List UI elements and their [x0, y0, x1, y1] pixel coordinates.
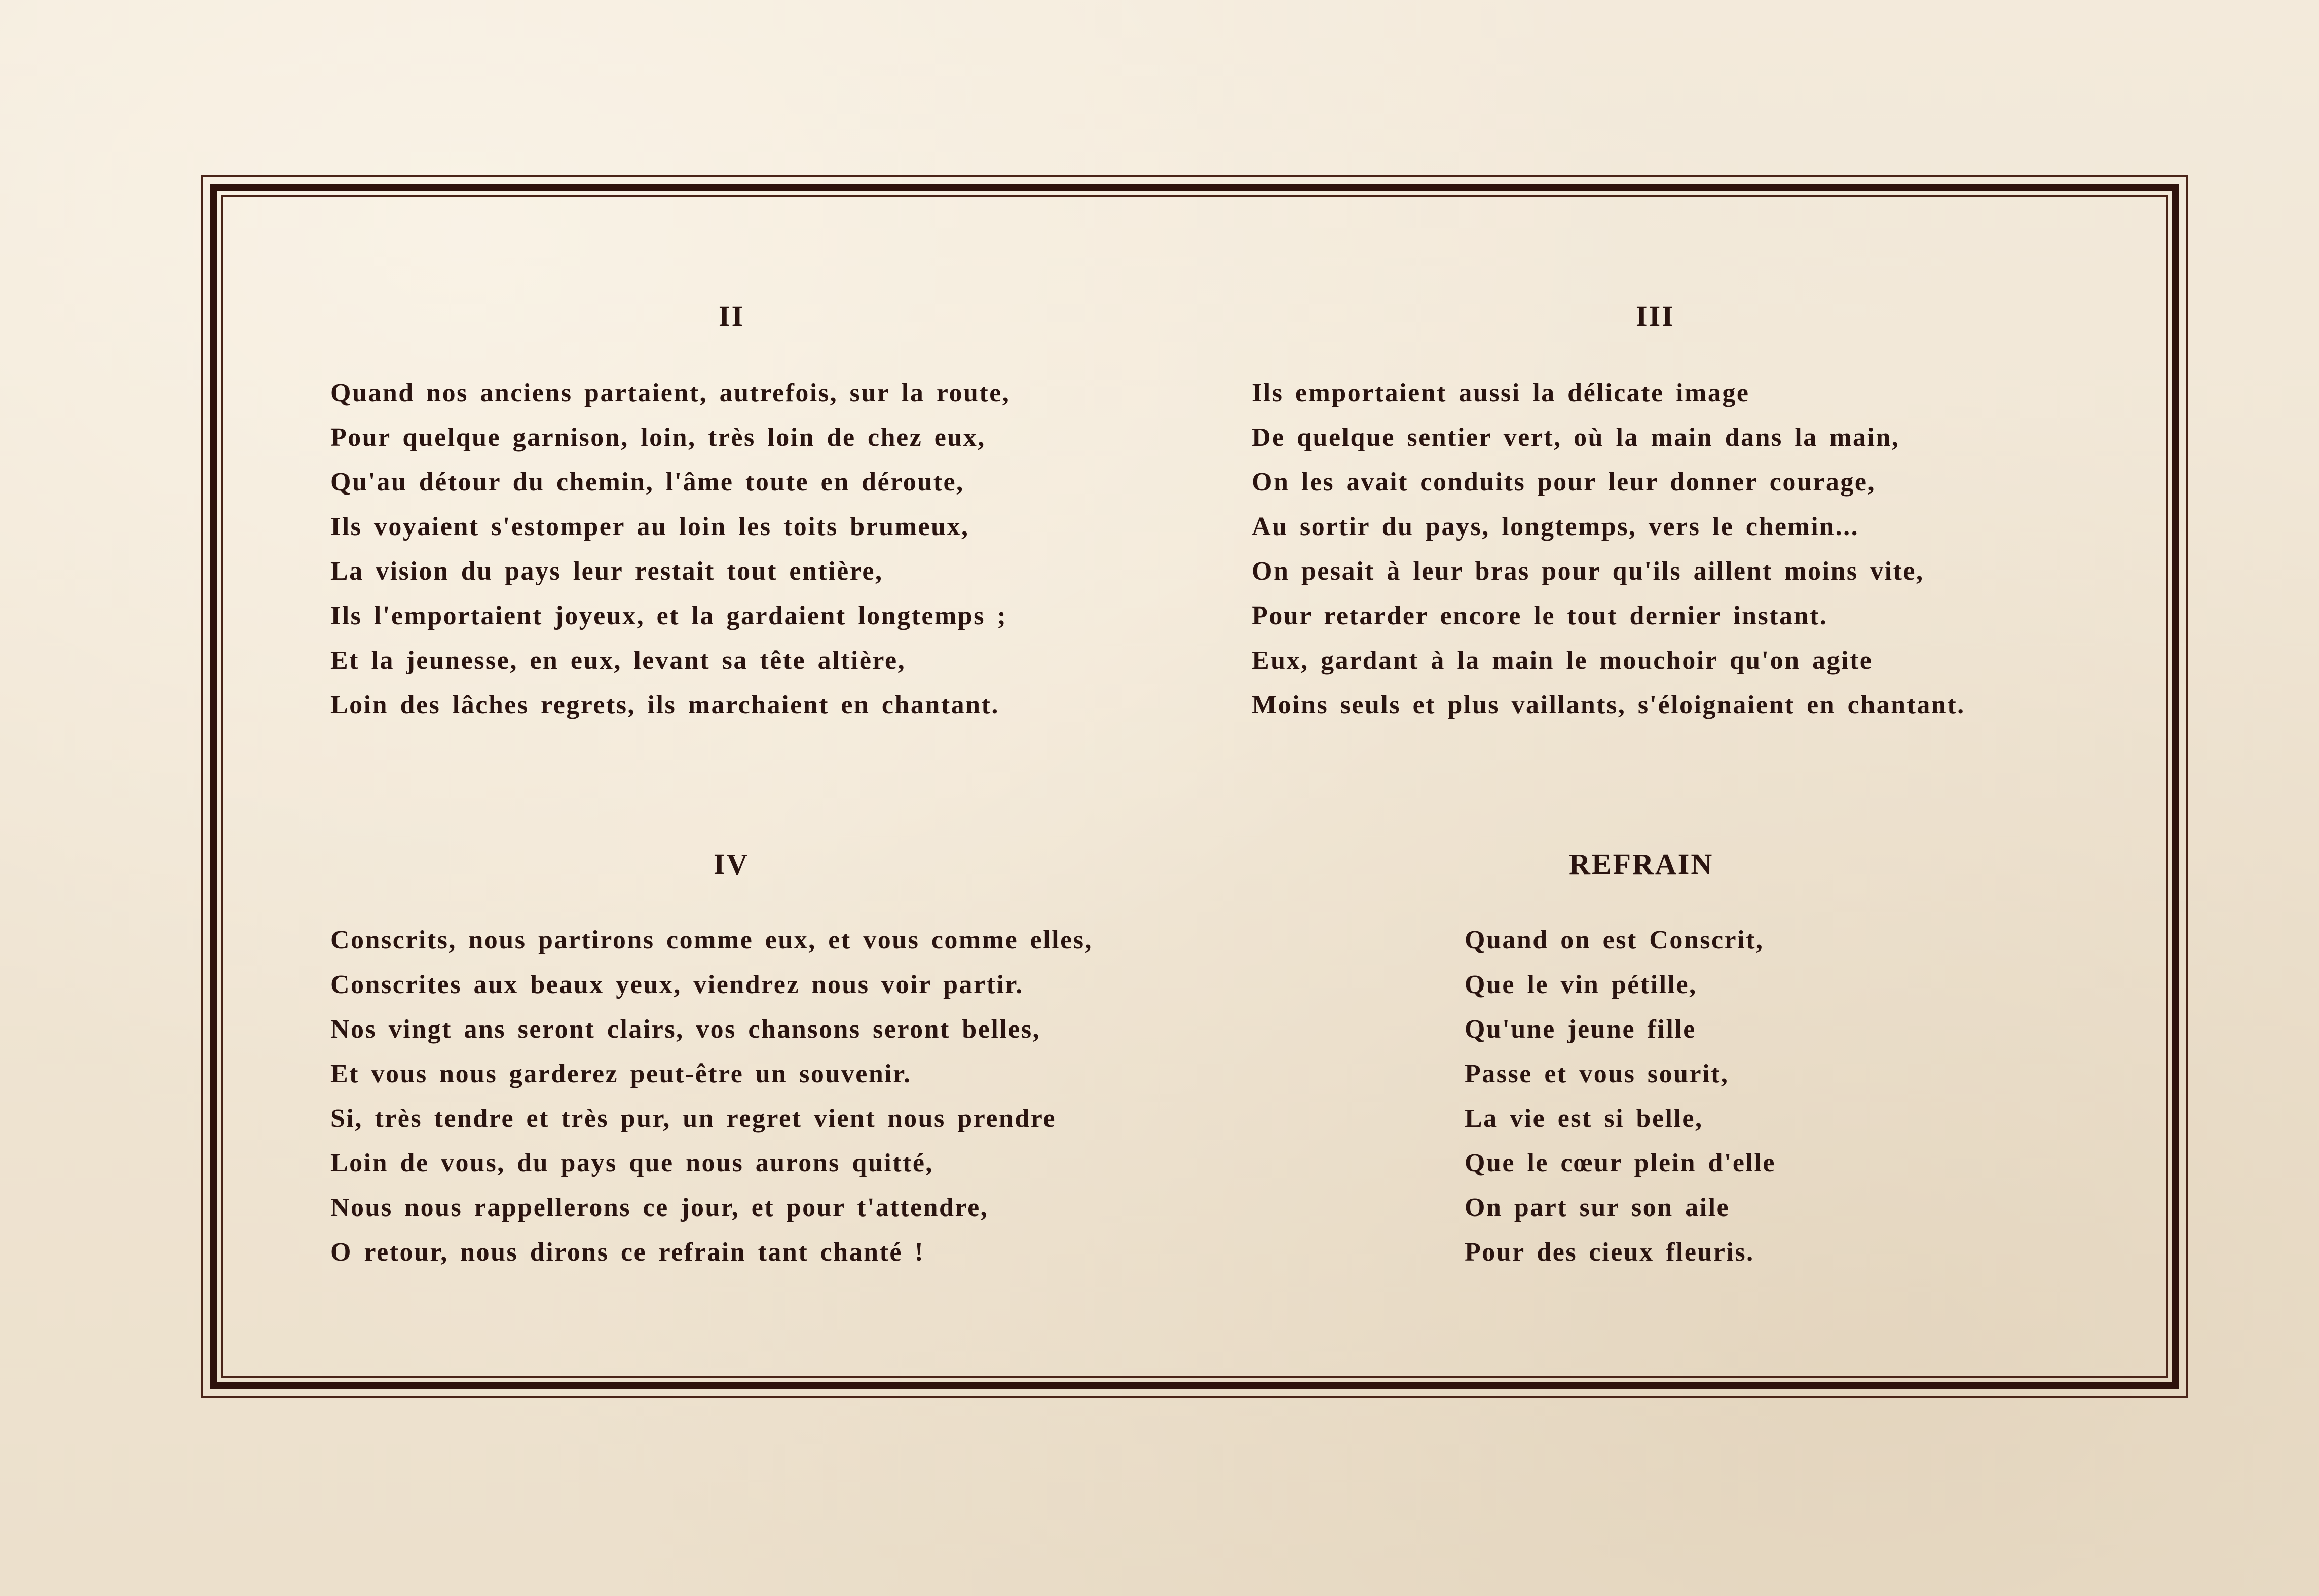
verse-line: Ils voyaient s'estomper au loin les toits brumeux, [330, 512, 969, 541]
verse-line: La vie est si belle, [1465, 1104, 1703, 1133]
verse-line: Ils emportaient aussi la délicate image [1252, 378, 1750, 407]
stanza-iv-heading: IV [714, 848, 750, 881]
verse-line: De quelque sentier vert, où la main dans la main, [1252, 423, 1900, 452]
verse-line: On les avait conduits pour leur donner courage, [1252, 468, 1876, 497]
stanza-iv-lines [330, 918, 1093, 1275]
verse-line: Qu'au détour du chemin, l'âme toute en déroute, [330, 468, 964, 497]
verse-line: Qu'une jeune fille [1465, 1015, 1696, 1044]
verse-line: Nous nous rappellerons ce jour, et pour t'attendre, [330, 1193, 989, 1222]
verse-line: Que le vin pétille, [1465, 970, 1697, 999]
verse-line: Pour retarder encore le tout dernier instant. [1252, 601, 1828, 630]
stanza-ii-heading: II [719, 299, 745, 332]
verse-line: Loin des lâches regrets, ils marchaient en chantant. [330, 691, 999, 719]
stanza-iii-heading: III [1636, 299, 1675, 332]
verse-line: Conscrites aux beaux yeux, viendrez nous voir partir. [330, 970, 1024, 999]
verse-line: Au sortir du pays, longtemps, vers le chemin... [1252, 512, 1859, 541]
verse-line: Ils l'emportaient joyeux, et la gardaient longtemps ; [330, 601, 1007, 630]
stanza-ii-lines [330, 371, 1010, 728]
verse-line: Quand nos anciens partaient, autrefois, sur la route, [330, 378, 1011, 407]
verse-line: Et la jeunesse, en eux, levant sa tête altière, [330, 646, 906, 675]
verse-line: Que le cœur plein d'elle [1465, 1149, 1776, 1177]
verse-line: Nos vingt ans seront clairs, vos chansons seront belles, [330, 1015, 1041, 1044]
verse-line: Loin de vous, du pays que nous aurons quitté, [330, 1149, 933, 1177]
verse-line: On pesait à leur bras pour qu'ils aillent moins vite, [1252, 557, 1924, 586]
verse-line: O retour, nous dirons ce refrain tant chanté ! [330, 1238, 925, 1267]
verse-line: Quand on est Conscrit, [1465, 926, 1764, 955]
verse-line: Et vous nous garderez peut-être un souvenir. [330, 1059, 912, 1088]
verse-line: Pour quelque garnison, loin, très loin de chez eux, [330, 423, 986, 452]
verse-line: La vision du pays leur restait tout entière, [330, 557, 883, 586]
refrain-lines [1465, 918, 1776, 1275]
verse-line: Moins seuls et plus vaillants, s'éloignaient en chantant. [1252, 691, 1965, 719]
stanza-iii-lines [1252, 371, 1965, 728]
refrain-heading: REFRAIN [1569, 848, 1714, 881]
verse-line: Passe et vous sourit, [1465, 1059, 1729, 1088]
verse-line: Eux, gardant à la main le mouchoir qu'on agite [1252, 646, 1873, 675]
verse-line: Pour des cieux fleuris. [1465, 1238, 1754, 1267]
verse-line: On part sur son aile [1465, 1193, 1730, 1222]
verse-line: Conscrits, nous partirons comme eux, et vous comme elles, [330, 926, 1093, 955]
verse-line: Si, très tendre et très pur, un regret vient nous prendre [330, 1104, 1056, 1133]
